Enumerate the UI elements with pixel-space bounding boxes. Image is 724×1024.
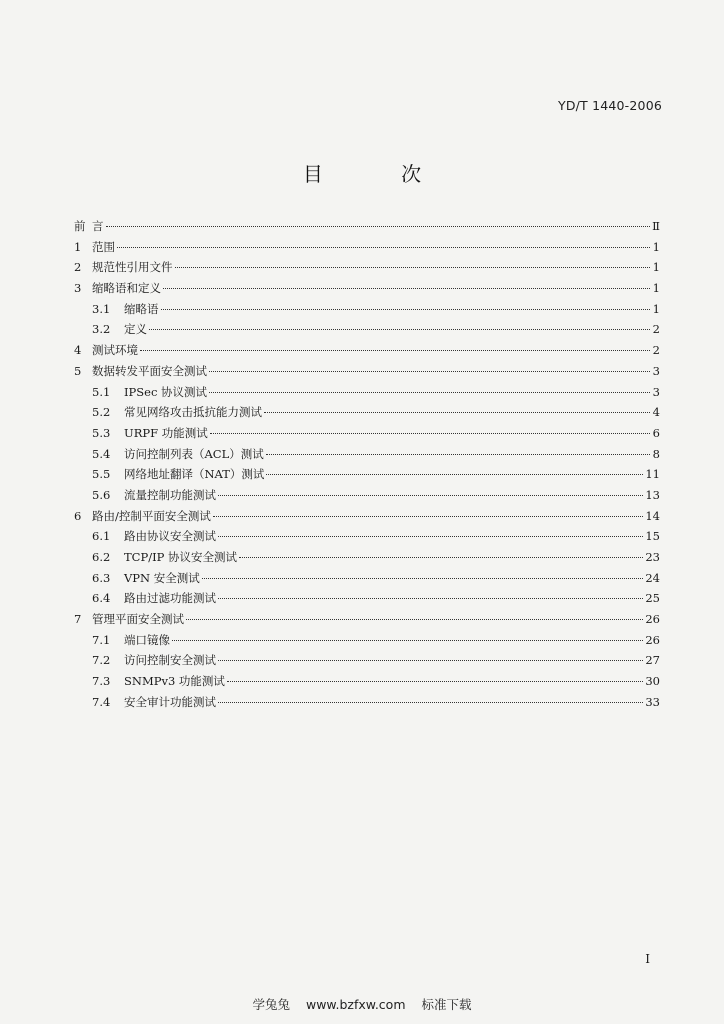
toc-entry-page: 1	[652, 239, 660, 254]
toc-entry[interactable]	[74, 404, 660, 425]
toc-entry-label: 管理平面安全测试	[92, 612, 184, 627]
page-title: 目 次	[302, 162, 458, 186]
toc-entry-page: 24	[645, 570, 660, 585]
toc-entry[interactable]	[74, 694, 660, 715]
toc-entry-number: 5.4	[92, 446, 111, 461]
toc-entry-number: 前	[74, 219, 86, 233]
toc-leader-dots	[239, 556, 643, 558]
toc-entry-page: 26	[645, 632, 660, 647]
toc-entry-number: 4	[74, 343, 82, 358]
toc-leader-dots	[140, 349, 650, 351]
toc-entry[interactable]	[74, 673, 660, 694]
toc-entry-number: 5.1	[92, 384, 111, 399]
page-number: I	[645, 952, 650, 966]
toc-entry-number: 7	[74, 612, 82, 627]
toc-entry-page: 4	[652, 405, 660, 420]
toc-entry-label: 数据转发平面安全测试	[92, 363, 207, 378]
toc-leader-dots	[106, 225, 651, 227]
toc-entry-number: 5.6	[92, 487, 111, 502]
toc-entry-label: 访问控制列表（ACL）测试	[124, 446, 264, 461]
toc-entry-number: 2	[74, 260, 82, 275]
toc-entry[interactable]	[74, 384, 660, 405]
toc-entry-number: 1	[74, 239, 82, 254]
toc-entry-page: 27	[645, 653, 660, 668]
toc-entry-label: VPN 安全测试	[124, 570, 200, 585]
toc-leader-dots	[266, 453, 650, 455]
toc-entry[interactable]	[74, 508, 660, 529]
toc-entry[interactable]	[74, 446, 660, 467]
toc-leader-dots	[117, 246, 650, 248]
table-of-contents	[74, 218, 660, 715]
toc-leader-dots	[186, 618, 643, 620]
toc-entry-number: 6.4	[92, 591, 111, 606]
toc-entry[interactable]	[74, 611, 660, 632]
toc-entry-label: 端口镜像	[124, 632, 170, 647]
toc-entry-label: 路由协议安全测试	[124, 529, 216, 544]
toc-entry[interactable]	[74, 652, 660, 673]
toc-entry[interactable]	[74, 570, 660, 591]
toc-entry-page: 1	[652, 260, 660, 275]
toc-entry[interactable]	[74, 632, 660, 653]
toc-leader-dots	[175, 266, 651, 268]
toc-entry-label: URPF 功能测试	[124, 425, 208, 440]
toc-entry-page: 3	[652, 363, 660, 378]
toc-entry-number: 5.5	[92, 467, 111, 482]
footer	[0, 995, 724, 1013]
standard-code: YD/T 1440-2006	[557, 98, 662, 113]
toc-leader-dots	[163, 287, 650, 289]
toc-entry[interactable]	[74, 528, 660, 549]
toc-entry-number: 7.1	[92, 632, 111, 647]
toc-entry-page: Ⅱ	[652, 219, 660, 233]
toc-leader-dots	[227, 680, 643, 682]
toc-entry-page: 8	[652, 446, 660, 461]
toc-entry-label: 访问控制安全测试	[124, 653, 216, 668]
toc-entry-page: 6	[652, 425, 660, 440]
toc-entry[interactable]	[74, 280, 660, 301]
toc-entry-number: 7.2	[92, 653, 111, 668]
toc-entry-page: 15	[645, 529, 660, 544]
toc-entry-number: 7.3	[92, 674, 111, 689]
toc-entry-page: 11	[645, 467, 660, 482]
toc-entry-label: IPSec 协议测试	[124, 384, 208, 399]
toc-entry-page: 13	[645, 487, 660, 502]
toc-entry[interactable]	[74, 425, 660, 446]
toc-entry[interactable]	[74, 321, 660, 342]
footer-url[interactable]: www.bzfxw.com	[305, 997, 406, 1012]
toc-entry-page: 3	[652, 384, 660, 399]
toc-leader-dots	[218, 494, 643, 496]
toc-entry-number: 6.3	[92, 570, 111, 585]
toc-entry-label: 路由/控制平面安全测试	[92, 508, 211, 523]
toc-entry-label: 缩略语和定义	[92, 281, 161, 296]
toc-entry-number: 6.1	[92, 529, 111, 544]
toc-entry-number: 5.3	[92, 425, 111, 440]
toc-entry-page: 30	[645, 674, 660, 689]
toc-entry-number: 5	[74, 363, 82, 378]
toc-leader-dots	[218, 701, 643, 703]
toc-entry[interactable]	[74, 590, 660, 611]
toc-entry-label: 网络地址翻译（NAT）测试	[124, 467, 265, 482]
toc-entry-number: 7.4	[92, 694, 111, 709]
toc-entry-label: SNMPv3 功能测试	[124, 674, 225, 689]
toc-leader-dots	[209, 391, 650, 393]
toc-entry-label: 缩略语	[124, 301, 159, 316]
toc-entry-number: 3.2	[92, 322, 111, 337]
toc-entry-label: 常见网络攻击抵抗能力测试	[124, 405, 262, 420]
toc-leader-dots	[213, 515, 643, 517]
toc-entry-page: 2	[652, 343, 660, 358]
toc-entry-page: 26	[645, 612, 660, 627]
toc-entry-number: 5.2	[92, 405, 111, 420]
toc-entry-number: 6.2	[92, 550, 111, 564]
toc-entry[interactable]	[74, 301, 660, 322]
toc-entry-number: 3	[74, 281, 82, 296]
toc-entry-label: 定义	[124, 322, 147, 337]
toc-entry-page: 1	[652, 281, 660, 296]
toc-entry-label: 言	[92, 219, 104, 233]
toc-entry-page: 14	[645, 508, 660, 523]
footer-tagline: 标准下载	[421, 997, 472, 1012]
toc-entry[interactable]	[74, 466, 660, 487]
footer-site-name: 学兔兔	[252, 997, 290, 1012]
toc-leader-dots	[149, 328, 650, 330]
toc-leader-dots	[202, 577, 644, 579]
toc-entry[interactable]	[74, 259, 660, 280]
toc-entry-label: TCP/IP 协议安全测试	[124, 550, 238, 564]
toc-entry-label: 范围	[92, 239, 115, 254]
toc-entry-number: 6	[74, 508, 82, 523]
toc-leader-dots	[218, 597, 643, 599]
toc-entry-number: 3.1	[92, 301, 111, 316]
toc-leader-dots	[218, 535, 643, 537]
toc-entry-label: 路由过滤功能测试	[124, 591, 216, 606]
toc-entry[interactable]	[74, 342, 660, 363]
toc-entry[interactable]	[74, 549, 660, 570]
toc-entry[interactable]	[74, 487, 660, 508]
toc-entry[interactable]	[74, 218, 660, 239]
toc-entry-label: 规范性引用文件	[92, 260, 173, 275]
toc-entry-label: 安全审计功能测试	[124, 694, 216, 709]
toc-leader-dots	[209, 370, 650, 372]
toc-entry-label: 测试环境	[92, 343, 138, 358]
toc-leader-dots	[161, 308, 651, 310]
toc-entry-page: 2	[652, 322, 660, 337]
toc-entry[interactable]	[74, 363, 660, 384]
toc-entry-page: 33	[645, 694, 660, 709]
toc-leader-dots	[264, 411, 650, 413]
toc-entry-page: 23	[645, 550, 660, 564]
toc-leader-dots	[218, 659, 643, 661]
toc-leader-dots	[172, 639, 643, 641]
toc-entry-page: 25	[645, 591, 660, 606]
toc-leader-dots	[266, 473, 643, 475]
toc-leader-dots	[210, 432, 650, 434]
toc-entry[interactable]	[74, 239, 660, 260]
toc-entry-page: 1	[652, 301, 660, 316]
toc-entry-label: 流量控制功能测试	[124, 487, 216, 502]
